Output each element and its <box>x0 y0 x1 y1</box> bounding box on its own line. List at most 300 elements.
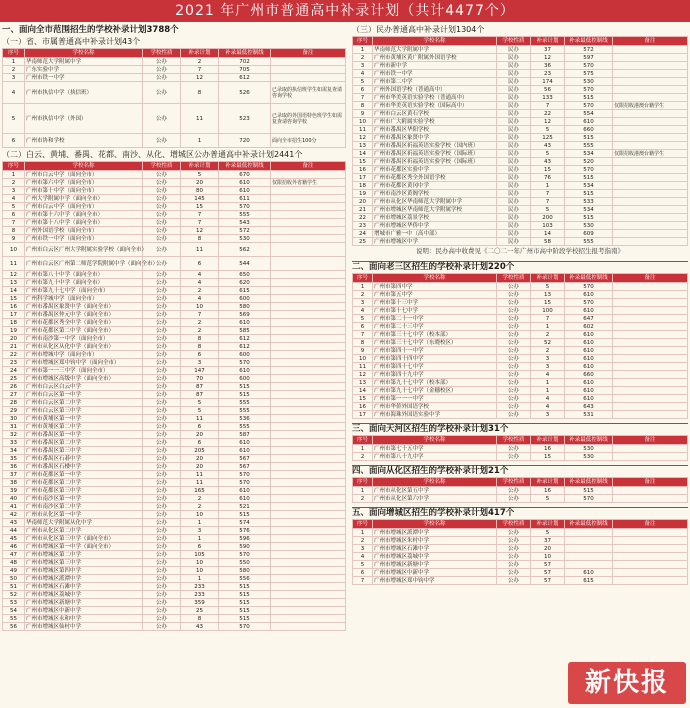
plan-count: 58 <box>531 238 565 246</box>
remark <box>271 511 346 519</box>
row-index: 16 <box>3 303 25 311</box>
min-score: 611 <box>219 195 271 203</box>
school-type: 公办 <box>497 363 531 371</box>
remark <box>271 463 346 471</box>
school-type: 公办 <box>143 447 181 455</box>
header-min-score: 补录最低控制线 <box>219 162 271 171</box>
remark <box>613 214 688 222</box>
remark <box>613 545 688 553</box>
table-row <box>3 487 346 495</box>
plan-count: 133 <box>531 94 565 102</box>
school-type: 公办 <box>143 187 181 195</box>
school-type: 公办 <box>143 463 181 471</box>
table-row <box>353 445 688 453</box>
remark <box>271 171 346 179</box>
table-row <box>353 46 688 54</box>
remark <box>271 527 346 535</box>
remark <box>271 211 346 219</box>
min-score: 554 <box>565 110 613 118</box>
row-index: 52 <box>3 591 25 599</box>
school-name: 广州市第九十七中学（金穗校区） <box>373 387 497 395</box>
plan-count: 5 <box>181 399 219 407</box>
remark: 已录取的外国语特色班学生如需复查请咨询学校 <box>271 104 346 134</box>
header-min-score: 补录最低控制线 <box>219 49 271 58</box>
min-score: 534 <box>565 206 613 214</box>
section-3-title: 三、面向天河区招生的学校补录计划31个 <box>352 423 688 435</box>
school-type: 公办 <box>143 303 181 311</box>
plan-count: 105 <box>181 551 219 559</box>
school-name: 广州市执信中学（外国） <box>25 104 143 134</box>
remark <box>271 487 346 495</box>
remark <box>271 243 346 257</box>
table-row <box>3 559 346 567</box>
row-index: 6 <box>353 569 373 577</box>
school-name: 广州市增城区荔城中学 <box>25 591 143 599</box>
plan-count: 43 <box>531 142 565 150</box>
row-index: 43 <box>3 519 25 527</box>
header-plan: 补录计划 <box>181 49 219 58</box>
table-row <box>3 623 346 631</box>
header-plan: 补录计划 <box>531 274 565 283</box>
school-name: 广州市从化区第五中学 <box>373 487 497 495</box>
plan-count: 11 <box>181 471 219 479</box>
min-score: 610 <box>565 363 613 371</box>
school-type: 公办 <box>143 74 181 82</box>
header-school: 学校名称 <box>25 162 143 171</box>
school-type: 公办 <box>143 439 181 447</box>
remark <box>271 303 346 311</box>
min-score: 572 <box>219 227 271 235</box>
school-name: 广州市花都区第三中学 <box>25 487 143 495</box>
remark <box>613 222 688 230</box>
remark <box>613 553 688 561</box>
remark <box>613 495 688 503</box>
min-score: 576 <box>219 527 271 535</box>
plan-count: 15 <box>531 299 565 307</box>
min-score: 515 <box>219 583 271 591</box>
table-row <box>353 315 688 323</box>
min-score: 574 <box>219 519 271 527</box>
school-type: 公办 <box>143 527 181 535</box>
school-type: 公办 <box>143 327 181 335</box>
row-index: 54 <box>3 607 25 615</box>
school-name: 广州市第二十三中学 <box>373 323 497 331</box>
header-school: 学校名称 <box>373 478 497 487</box>
plan-count: 2 <box>531 347 565 355</box>
table-row <box>3 74 346 82</box>
row-index: 50 <box>3 575 25 583</box>
school-name: 广州市番禺区象贤中学（面向全市） <box>25 303 143 311</box>
remark <box>271 559 346 567</box>
remark <box>271 257 346 271</box>
school-type: 公办 <box>143 335 181 343</box>
plan-count: 14 <box>531 230 565 238</box>
school-type: 民办 <box>497 110 531 118</box>
plan-count: 1 <box>531 379 565 387</box>
school-type: 公办 <box>497 315 531 323</box>
remark <box>613 355 688 363</box>
remark <box>613 371 688 379</box>
plan-count: 1 <box>181 134 219 148</box>
school-name: 广州市增城区荔城中学 <box>373 553 497 561</box>
remark: 已录取的执信班学生如需复查请咨询学校 <box>271 82 346 104</box>
plan-count: 12 <box>181 227 219 235</box>
plan-count: 57 <box>531 561 565 569</box>
plan-count: 10 <box>531 553 565 561</box>
min-score: 515 <box>565 190 613 198</box>
plan-count: 3 <box>531 411 565 419</box>
plan-count: 2 <box>531 331 565 339</box>
plan-count: 20 <box>181 179 219 187</box>
table-row <box>353 126 688 134</box>
remark <box>271 551 346 559</box>
row-index: 6 <box>3 211 25 219</box>
school-type: 公办 <box>143 391 181 399</box>
remark <box>613 315 688 323</box>
min-score: 610 <box>219 319 271 327</box>
table-row <box>3 335 346 343</box>
school-name: 广州市第九十七中学（面向全市） <box>25 287 143 295</box>
row-index: 4 <box>3 82 25 104</box>
school-name: 广州市花都区黄冈中学 <box>373 182 497 190</box>
school-type: 公办 <box>143 607 181 615</box>
min-score <box>565 537 613 545</box>
school-type: 民办 <box>497 102 531 110</box>
row-index: 25 <box>3 375 25 383</box>
school-name: 广州市第四十四中学 <box>373 355 497 363</box>
row-index: 2 <box>353 495 373 503</box>
table-header <box>353 478 688 487</box>
header-school: 学校名称 <box>25 49 143 58</box>
school-type: 民办 <box>497 158 531 166</box>
school-type: 公办 <box>143 567 181 575</box>
table-row <box>3 431 346 439</box>
school-type: 公办 <box>497 291 531 299</box>
school-name: 广州市白云中学（面向全市） <box>25 203 143 211</box>
min-score: 570 <box>219 203 271 211</box>
school-name: 广州市黄埔区第二中学 <box>25 423 143 431</box>
min-score: 530 <box>219 235 271 243</box>
school-type: 公办 <box>143 591 181 599</box>
row-index: 44 <box>3 527 25 535</box>
school-name: 广州市增城区第一中学（面向全市） <box>25 543 143 551</box>
table-row <box>3 471 346 479</box>
min-score: 620 <box>219 279 271 287</box>
table-row <box>353 411 688 419</box>
school-type: 公办 <box>497 529 531 537</box>
school-type: 公办 <box>143 543 181 551</box>
min-score: 567 <box>219 463 271 471</box>
remark <box>613 238 688 246</box>
table-row <box>353 222 688 230</box>
table-row <box>3 311 346 319</box>
row-index: 32 <box>3 431 25 439</box>
row-index: 2 <box>353 537 373 545</box>
table-row <box>3 243 346 257</box>
table-row <box>353 395 688 403</box>
school-name: 广州市白云区第一中学 <box>25 391 143 399</box>
school-type: 民办 <box>497 86 531 94</box>
min-score: 570 <box>219 479 271 487</box>
table-row <box>353 529 688 537</box>
table-row <box>353 299 688 307</box>
plan-count: 36 <box>531 62 565 70</box>
min-score: 570 <box>565 102 613 110</box>
min-score: 702 <box>219 58 271 66</box>
row-index: 10 <box>353 118 373 126</box>
school-type: 公办 <box>497 569 531 577</box>
plan-count: 87 <box>181 391 219 399</box>
remark <box>613 126 688 134</box>
header-school: 学校名称 <box>373 436 497 445</box>
school-name: 广州市第三十七中学（东晓校区） <box>373 339 497 347</box>
remark <box>613 142 688 150</box>
school-name: 广州外国语学校（普通高中） <box>373 86 497 94</box>
remark <box>613 78 688 86</box>
plan-count: 7 <box>181 211 219 219</box>
plan-count: 10 <box>181 559 219 567</box>
row-index: 10 <box>353 355 373 363</box>
row-index: 13 <box>353 142 373 150</box>
school-name: 华南师范大学附属中学 <box>25 58 143 66</box>
school-name: 广州市增城区高级中学（面向全市） <box>25 375 143 383</box>
school-name: 广州市协和学校 <box>25 134 143 148</box>
remark <box>613 453 688 461</box>
table-5 <box>352 519 688 585</box>
school-type: 公办 <box>143 415 181 423</box>
school-name: 广州市增城区石滩中学 <box>373 545 497 553</box>
row-index: 8 <box>3 227 25 235</box>
min-score: 534 <box>565 182 613 190</box>
plan-count: 8 <box>181 235 219 243</box>
remark <box>613 387 688 395</box>
row-index: 1 <box>3 171 25 179</box>
remark <box>271 187 346 195</box>
table-row <box>3 257 346 271</box>
plan-count: 5 <box>531 529 565 537</box>
min-score: 534 <box>565 150 613 158</box>
school-name: 广州市华美英语实验学校（普通高中） <box>373 94 497 102</box>
school-name: 广州市番禺区第二中学 <box>25 439 143 447</box>
remark <box>271 615 346 623</box>
remark <box>613 299 688 307</box>
table-row <box>3 82 346 104</box>
table-row <box>353 355 688 363</box>
remark <box>613 379 688 387</box>
table-row <box>3 527 346 535</box>
plan-count: 1 <box>181 519 219 527</box>
min-score: 530 <box>565 453 613 461</box>
school-name: 广州市白云区黄石学校 <box>373 110 497 118</box>
min-score: 705 <box>219 66 271 74</box>
remark <box>613 569 688 577</box>
plan-count: 4 <box>531 403 565 411</box>
remark <box>271 407 346 415</box>
school-type: 民办 <box>497 230 531 238</box>
row-index: 2 <box>353 453 373 461</box>
table-row <box>3 203 346 211</box>
row-index: 25 <box>353 238 373 246</box>
school-name: 广州市第四十九中学 <box>373 371 497 379</box>
row-index: 41 <box>3 503 25 511</box>
school-name: 广州市从化区第一中学 <box>25 511 143 519</box>
row-index: 55 <box>3 615 25 623</box>
row-index: 11 <box>353 363 373 371</box>
school-name: 广州市白云区第三中学 <box>25 407 143 415</box>
min-score: 587 <box>219 431 271 439</box>
row-index: 10 <box>3 243 25 257</box>
school-type: 公办 <box>143 235 181 243</box>
row-index: 40 <box>3 495 25 503</box>
table-row <box>3 195 346 203</box>
school-type: 公办 <box>143 511 181 519</box>
min-score: 570 <box>565 86 613 94</box>
min-score: 523 <box>219 104 271 134</box>
min-score: 544 <box>219 257 271 271</box>
table-row <box>353 307 688 315</box>
remark <box>613 46 688 54</box>
row-index: 15 <box>353 158 373 166</box>
remark <box>271 351 346 359</box>
plan-count: 8 <box>181 343 219 351</box>
table-row <box>3 295 346 303</box>
min-score: 515 <box>565 487 613 495</box>
remark <box>613 307 688 315</box>
row-index: 7 <box>353 577 373 585</box>
min-score: 526 <box>219 82 271 104</box>
table-row <box>353 379 688 387</box>
remark <box>271 195 346 203</box>
row-index: 20 <box>353 198 373 206</box>
remark <box>271 219 346 227</box>
school-name: 广州市广大附属实验学校 <box>373 118 497 126</box>
table-row <box>353 537 688 545</box>
table-row <box>3 615 346 623</box>
min-score: 543 <box>219 219 271 227</box>
plan-count: 1 <box>181 575 219 583</box>
school-type: 公办 <box>143 171 181 179</box>
school-name: 广州市番禺区祈福英语实验学校（国际班） <box>373 158 497 166</box>
school-type: 民办 <box>497 182 531 190</box>
school-name: 广州市第十八中学（面向全市） <box>25 219 143 227</box>
table-row <box>3 599 346 607</box>
table-row <box>3 495 346 503</box>
header-index: 序号 <box>353 520 373 529</box>
min-score: 570 <box>219 623 271 631</box>
school-name: 广州市增城区派潭中学 <box>25 575 143 583</box>
school-type: 民办 <box>497 94 531 102</box>
remark <box>271 623 346 631</box>
plan-count: 5 <box>181 407 219 415</box>
school-type: 民办 <box>497 214 531 222</box>
remark <box>613 198 688 206</box>
row-index: 4 <box>3 195 25 203</box>
school-type: 公办 <box>143 575 181 583</box>
min-score: 610 <box>565 339 613 347</box>
table-4 <box>352 477 688 503</box>
school-name: 广州市增城区仙村中学 <box>25 623 143 631</box>
row-index: 3 <box>3 187 25 195</box>
plan-count: 6 <box>181 257 219 271</box>
remark <box>613 537 688 545</box>
school-type: 公办 <box>143 82 181 104</box>
table-row <box>3 423 346 431</box>
header-type: 学校性质 <box>497 520 531 529</box>
plan-count: 43 <box>181 623 219 631</box>
row-index: 26 <box>3 383 25 391</box>
plan-count: 5 <box>531 206 565 214</box>
school-name: 广州市增城区华南师范大学附属学校 <box>373 206 497 214</box>
min-score: 720 <box>219 134 271 148</box>
header-school: 学校名称 <box>373 37 497 46</box>
row-index: 4 <box>353 553 373 561</box>
school-name: 广州市南沙区第一中学 <box>25 495 143 503</box>
school-type: 民办 <box>497 134 531 142</box>
school-name: 广州市南沙区黄阁学校 <box>373 190 497 198</box>
row-index: 1 <box>353 46 373 54</box>
table-row <box>353 102 688 110</box>
school-type: 民办 <box>497 190 531 198</box>
plan-count: 2 <box>181 319 219 327</box>
school-name: 广州市增城区第四中学 <box>25 567 143 575</box>
min-score: 515 <box>219 383 271 391</box>
min-score: 515 <box>219 391 271 399</box>
table-row <box>353 166 688 174</box>
school-name: 广州市番禺区石碁中学 <box>25 455 143 463</box>
plan-count: 5 <box>531 283 565 291</box>
table-row <box>353 569 688 577</box>
school-name: 广州市增城区中新中学 <box>25 607 143 615</box>
school-type: 公办 <box>143 559 181 567</box>
row-index: 3 <box>353 299 373 307</box>
row-index: 22 <box>353 214 373 222</box>
header-type: 学校性质 <box>497 274 531 283</box>
row-index: 2 <box>353 54 373 62</box>
table-row <box>3 447 346 455</box>
school-type: 公办 <box>143 319 181 327</box>
school-type: 民办 <box>497 166 531 174</box>
row-index: 11 <box>3 257 25 271</box>
school-name: 广州市黄埔区黄广附属外国语学校 <box>373 54 497 62</box>
row-index: 17 <box>353 411 373 419</box>
plan-count: 12 <box>531 54 565 62</box>
plan-count: 205 <box>181 447 219 455</box>
min-score: 530 <box>565 78 613 86</box>
remark <box>271 391 346 399</box>
plan-count: 1 <box>531 323 565 331</box>
min-score <box>565 545 613 553</box>
table-row <box>353 78 688 86</box>
school-name: 广州外国语学校（面向全市） <box>25 227 143 235</box>
row-index: 15 <box>353 395 373 403</box>
plan-count: 200 <box>531 214 565 222</box>
school-type: 公办 <box>143 503 181 511</box>
min-score: 515 <box>565 214 613 222</box>
row-index: 53 <box>3 599 25 607</box>
min-score: 562 <box>219 243 271 257</box>
remark <box>613 395 688 403</box>
row-index: 1 <box>3 58 25 66</box>
row-index: 9 <box>3 235 25 243</box>
row-index: 2 <box>3 66 25 74</box>
school-type: 公办 <box>497 577 531 585</box>
row-index: 21 <box>353 206 373 214</box>
remark: 面向全市招生100分 <box>271 134 346 148</box>
min-score: 600 <box>219 375 271 383</box>
min-score: 615 <box>219 287 271 295</box>
table-row <box>3 591 346 599</box>
plan-count: 11 <box>181 104 219 134</box>
